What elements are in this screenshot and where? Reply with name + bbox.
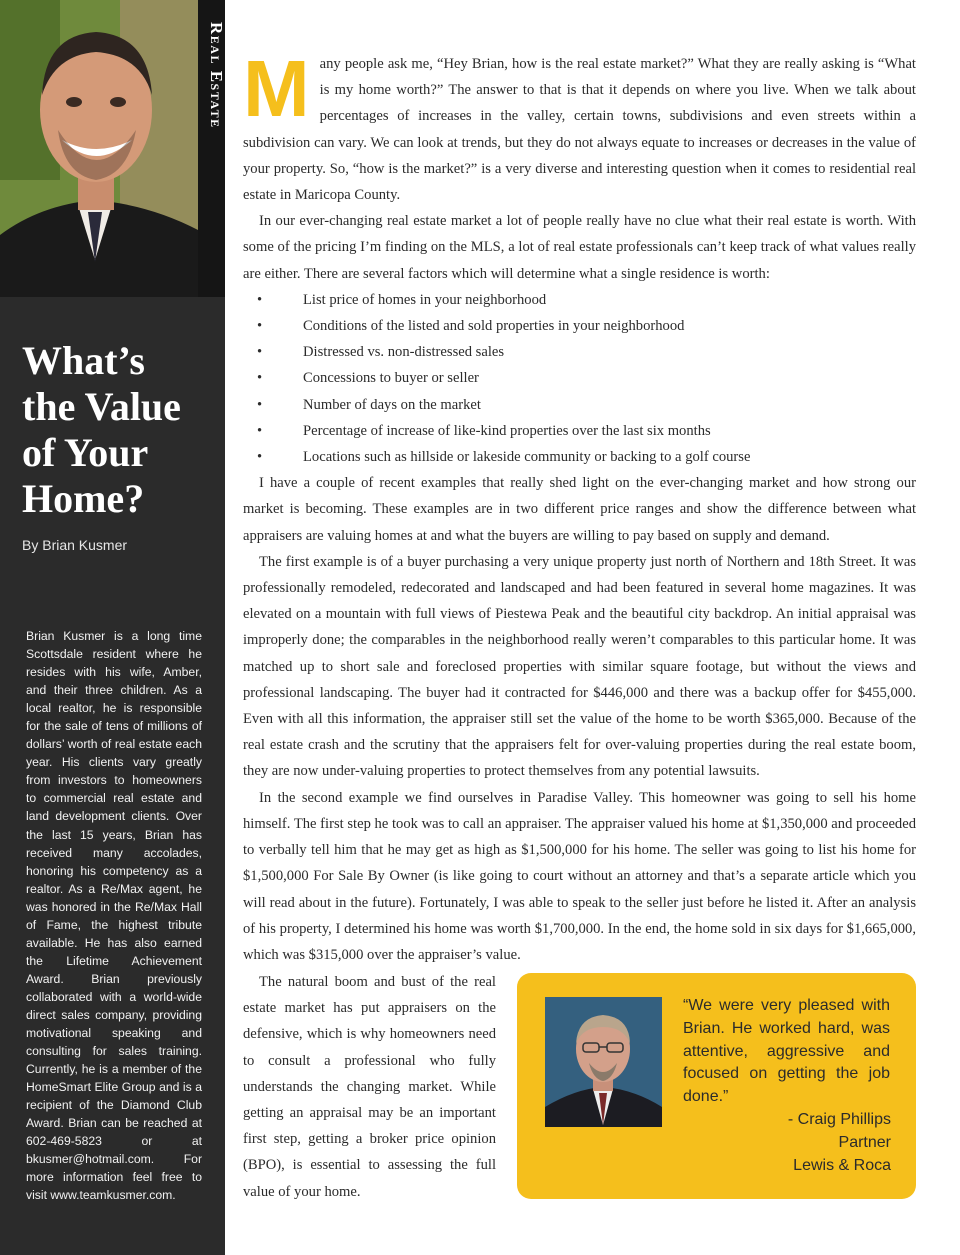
list-item bbox=[243, 392, 916, 418]
list-item-text: Concessions to buyer or seller bbox=[303, 370, 479, 387]
bullet: • bbox=[257, 370, 263, 387]
author-portrait-image bbox=[0, 0, 198, 297]
testimonial-attribution bbox=[788, 1109, 891, 1177]
list-item-text: Locations such as hillside or lakeside community or backing to a golf course bbox=[303, 449, 751, 466]
list-item-text: Number of days on the market bbox=[303, 396, 481, 413]
paragraph: The first example is of a buyer purchasing a very unique property just north of Northern and 18th Street. It was professionally remodeled, redecorated and landscaped and had been featured in several home magazines. It was elevated on a mountain with full views of Piestewa Peak and the beautiful city backdrop. An initial appraisal was improperly done; the comparables in the neighborhood really weren’t comparables to this particular home. It was matched up to short sale and foreclosed properties with similar square footage, but without the views and professional landscaping. The buyer had it contracted for $446,000 and there was a backup offer for $455,000. Even with all this information, the appraiser still set the value of the home to be worth $365,000. Because of the real estate crash and the scrutiny that the appraisers felt for over-valuing properties during the real estate boom, they are now under-valuing properties to protect themselves from any potential lawsuits. bbox=[243, 553, 916, 780]
paragraph: In the second example we find ourselves in Paradise Valley. This homeowner was going to sell his home himself. The first step he took was to call an appraiser. The appraiser valued his home at $1,350,000 and proceeded to verbally tell him that he may get as high as $1,500,000 for his home. The seller was going to list his home for $1,500,000 For Sale By Owner (is like going to court without an attorney and that’s a separate article which you will read about in the future). Fortunately, I was able to speak to the seller just before he listed it. After an analysis of his property, I determined his home was worth $1,700,000. In the end, the home sold in six days for $1,665,000, which was $315,000 over the appraiser’s value. bbox=[243, 789, 916, 963]
title-line: of Your bbox=[22, 430, 149, 475]
bullet: • bbox=[257, 291, 263, 308]
list-item-text: Conditions of the listed and sold properties in your neighborhood bbox=[303, 318, 685, 335]
list-item-text: Distressed vs. non-distressed sales bbox=[303, 344, 505, 361]
bullet: • bbox=[257, 318, 263, 335]
section-label: Real Estate bbox=[207, 22, 226, 129]
list-item bbox=[243, 365, 916, 391]
list-item bbox=[243, 313, 916, 339]
closing-paragraph bbox=[243, 969, 496, 1205]
dropcap: M bbox=[243, 44, 310, 133]
testimonial-quote: “We were very pleased with Brian. He worked hard, was attentive, aggressive and focused on getting the job done.” bbox=[683, 997, 890, 1106]
list-item bbox=[243, 339, 916, 365]
bullet: • bbox=[257, 344, 263, 361]
list-item bbox=[243, 418, 916, 444]
author-bio: Brian Kusmer is a long time Scottsdale resident where he resides with his wife, Amber, and their three children. As a local realtor, he is responsible for the sale of tens of millions of dollars’ worth of real estate each year. His clients vary greatly from investors to homeowners to commercial real estate and land development clients. Over the last 15 years, Brian has received many accolades, honoring his competency as a realtor. As a Re/Max agent, he was honored in the Re/Max Hall of Fame, the highest tribute available. He has also earned the Lifetime Achievement Award. Brian previously collaborated with a world-wide direct sales company, providing motivational speaking and consulting for sales training. Currently, he is a member of the HomeSmart Elite Group and is a recipient of the Diamond Club Award. Brian can be reached at 602-469-5823 or at bkusmer@hotmail.com. For more information feel free to visit www.teamkusmer.com. bbox=[26, 629, 202, 1203]
article-title bbox=[22, 338, 217, 522]
testimonial-portrait-image bbox=[545, 997, 662, 1127]
list-item-text: List price of homes in your neighborhood bbox=[303, 291, 547, 308]
paragraph bbox=[243, 44, 916, 208]
list-item-text: Percentage of increase of like-kind properties over the last six months bbox=[303, 422, 711, 439]
author-photo bbox=[0, 0, 198, 297]
title-line: the Value bbox=[22, 384, 181, 429]
article-body bbox=[243, 44, 916, 968]
list-item bbox=[243, 287, 916, 313]
bullet: • bbox=[257, 449, 263, 466]
paragraph: The natural boom and bust of the real estate market has put appraisers on the defensive, which is why homeowners need to consult a professional who fully understands the changing market. While getting an appraisal may be an important first step, getting a broker price opinion (BPO), is essential to assessing the full value of your home. bbox=[243, 974, 496, 1200]
testimonial-box bbox=[517, 973, 916, 1199]
paragraph: I have a couple of recent examples that really shed light on the ever-changing market and how strong our market is becoming. These examples are in two different price ranges and show the difference between what appraisers are valuing homes at and what the buyers are willing to pay based on supply and demand. bbox=[243, 475, 916, 544]
article-byline: By Brian Kusmer bbox=[22, 537, 128, 553]
testimonial-company: Lewis & Roca bbox=[793, 1156, 891, 1174]
factors-list bbox=[243, 287, 916, 470]
testimonial-role: Partner bbox=[838, 1133, 891, 1151]
testimonial-name: - Craig Phillips bbox=[787, 1111, 891, 1128]
list-item bbox=[243, 444, 916, 470]
title-line: Home? bbox=[22, 476, 145, 521]
testimonial-photo bbox=[545, 997, 662, 1127]
bullet: • bbox=[257, 396, 263, 413]
paragraph: In our ever-changing real estate market a lot of people really have no clue what their real estate is worth. With some of the pricing I’m finding on the MLS, a lot of real estate professionals can’t keep track of what values really are either. There are several factors which will determine what a single residence is worth: bbox=[243, 213, 916, 282]
title-line: What’s bbox=[22, 338, 145, 383]
bullet: • bbox=[257, 422, 263, 439]
paragraph-text: any people ask me, “Hey Brian, how is the real estate market?” What they are really asking is “What is my home worth?” The answer to that is that it depends on where you live. When we talk about percentages of increases in the valley, certain towns, subdivisions and even streets within a subdivision can vary. We can look at trends, but they do not always equate to increases or decreases in the value of your property. So, “how is the market?” is a very diverse and interesting question when it comes to residential real estate in Maricopa County. bbox=[243, 56, 916, 204]
